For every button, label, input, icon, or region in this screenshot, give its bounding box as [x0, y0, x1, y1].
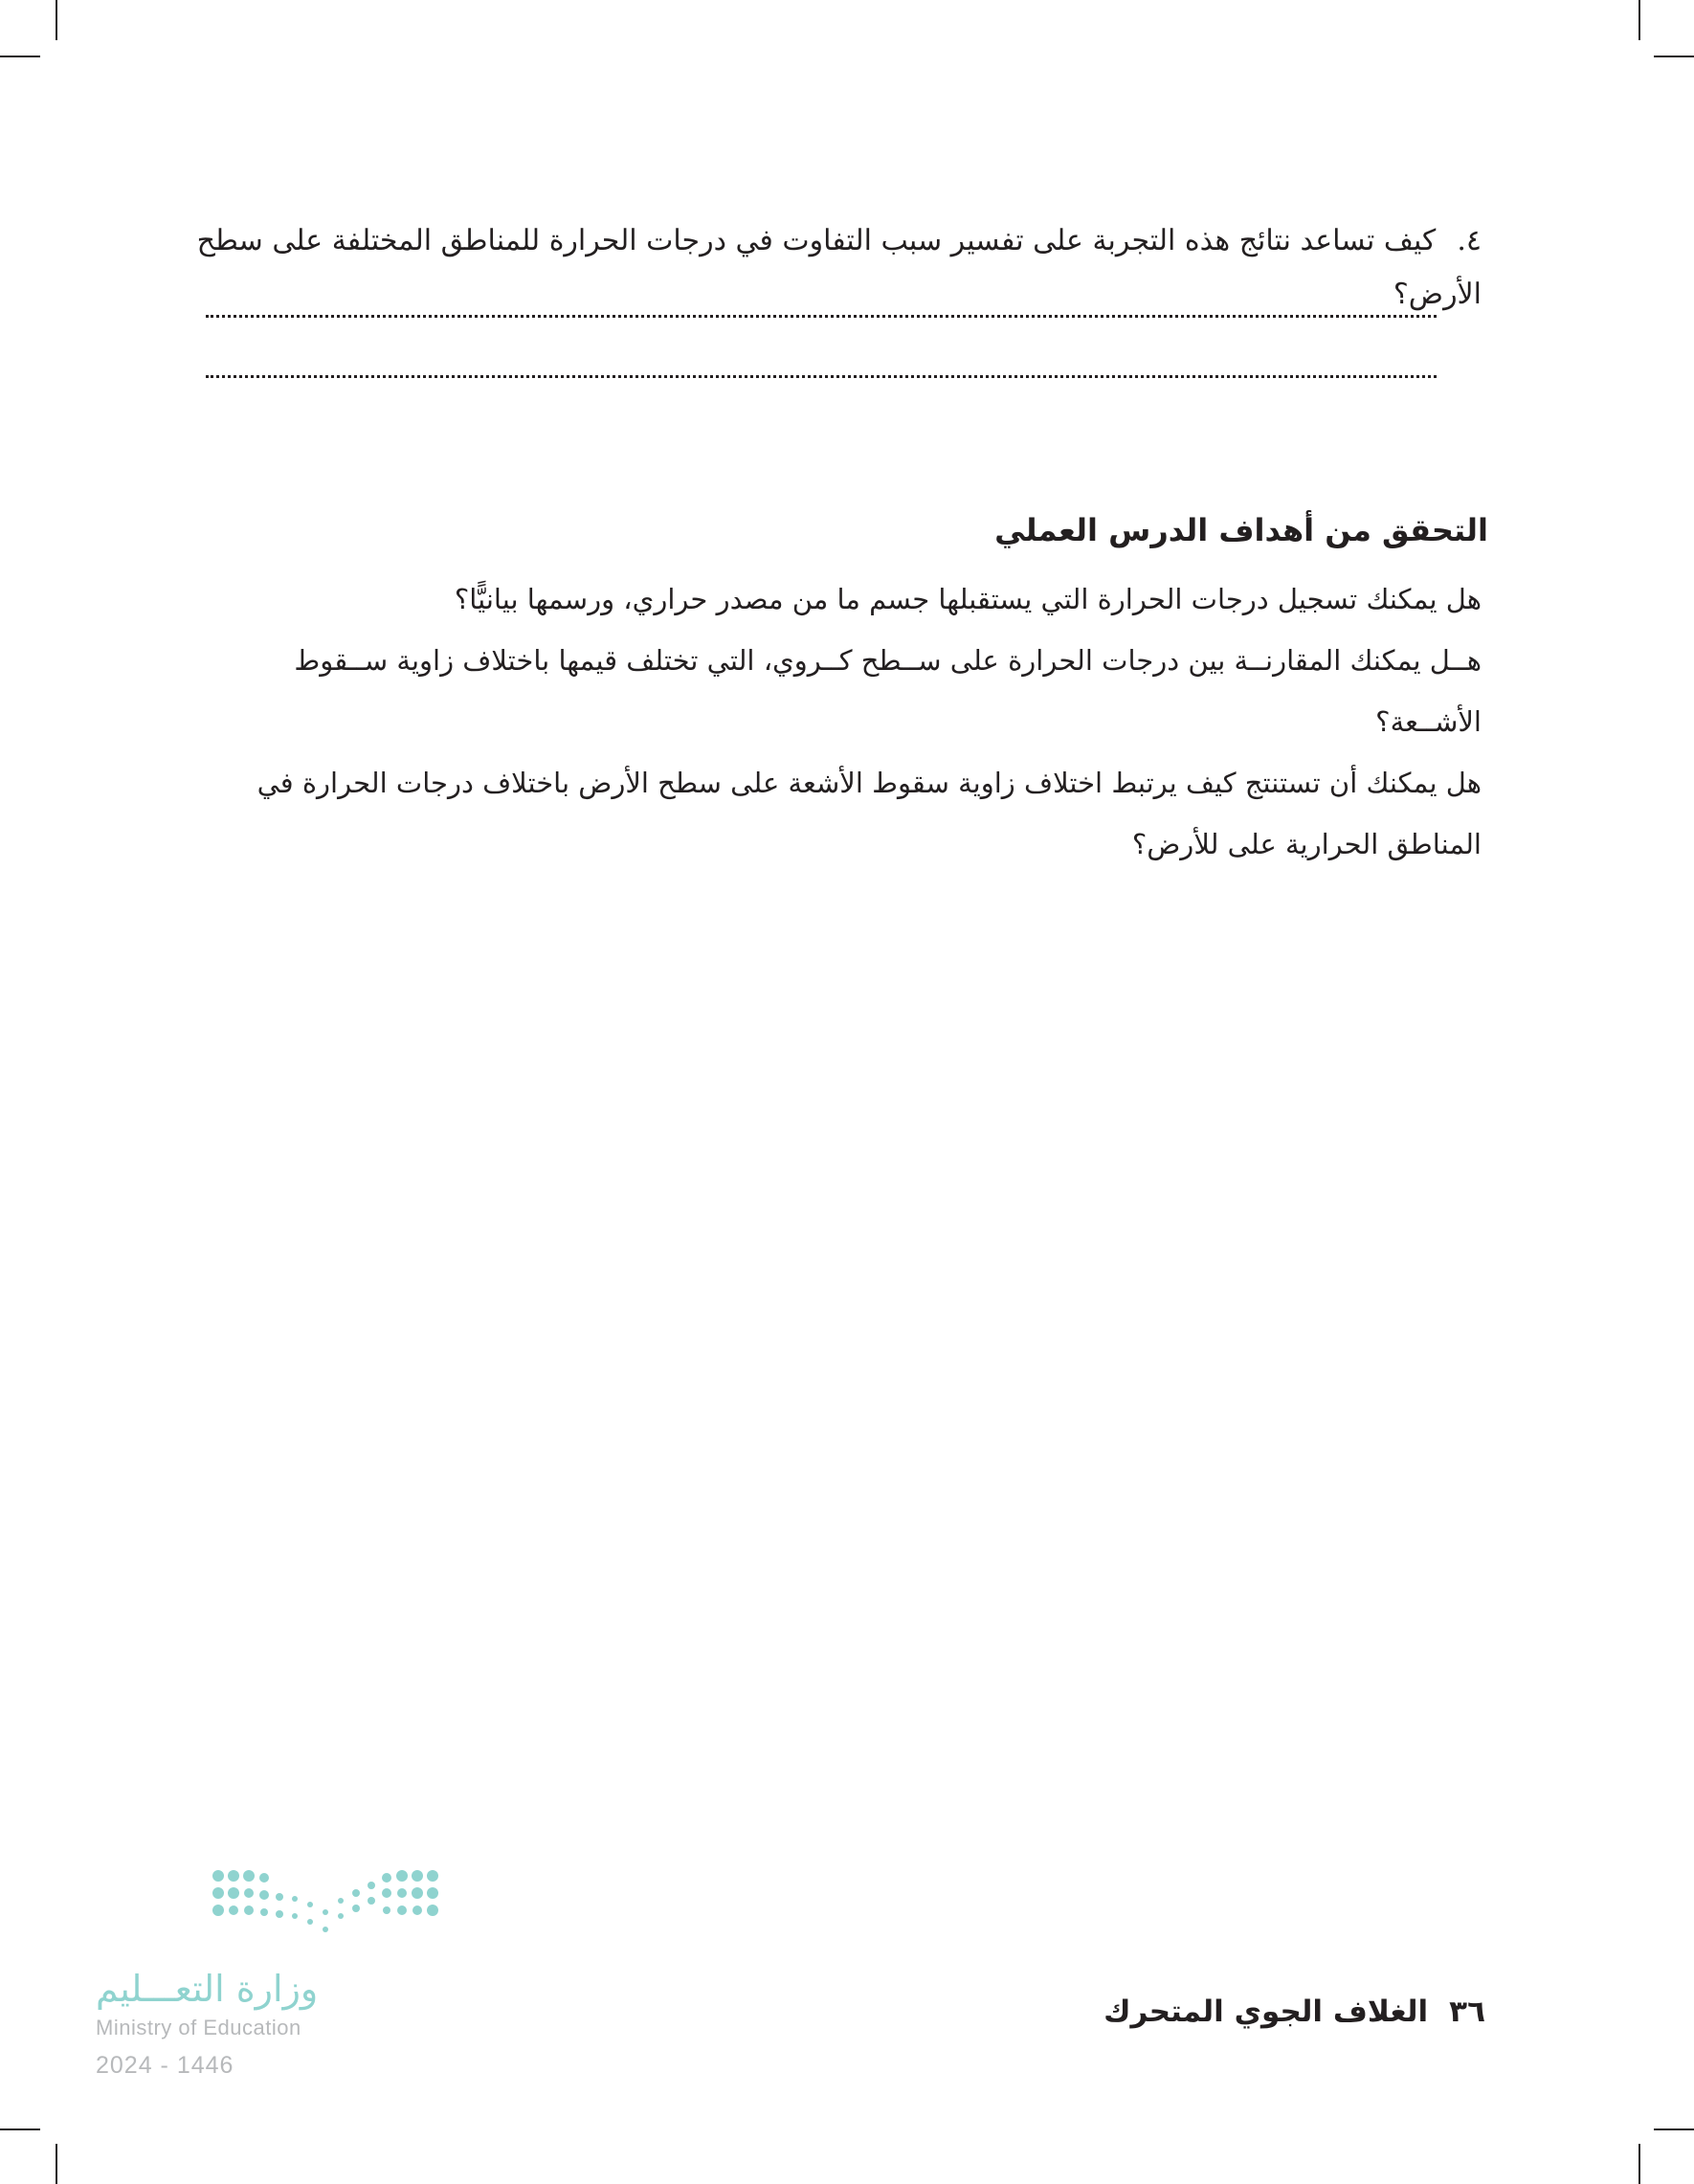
section-heading: التحقق من أهداف الدرس العملي: [994, 512, 1488, 548]
unit-title: الغلاف الجوي المتحرك: [1103, 1995, 1429, 2029]
footer: [1103, 1995, 1485, 2029]
crop-mark-top-left-v: [56, 0, 57, 40]
goals-list: [209, 568, 1482, 875]
answer-line-1[interactable]: [206, 315, 1437, 318]
crop-mark-bottom-right-v: [1638, 2144, 1640, 2184]
crop-mark-bottom-left-v: [56, 2144, 57, 2184]
ministry-logo-english: Ministry of Education: [96, 2016, 301, 2039]
ministry-logo-year: 2024 - 1446: [96, 2052, 234, 2079]
ministry-logo-dots-icon: [209, 1866, 448, 1949]
question-text: كيف تساعد نتائج هذه التجربة على تفسير سبب التفاوت في درجات الحرارة للمناطق المختلفة على سطح الأرض؟: [196, 224, 1482, 311]
crop-mark-top-left-h: [0, 56, 40, 57]
page-number: ٣٦: [1449, 1995, 1485, 2029]
question-4: [142, 214, 1482, 322]
goal-item: هل يمكنك أن تستنتج كيف يرتبط اختلاف زاوية سقوط الأشعة على سطح الأرض باختلاف درجات الحرارة في المناطق الحرارية على للأرض؟: [256, 767, 1482, 860]
crop-mark-bottom-right-h: [1654, 2128, 1694, 2130]
goal-item: هل يمكنك تسجيل درجات الحرارة التي يستقبلها جسم ما من مصدر حراري، ورسمها بيانيًّا؟: [454, 583, 1482, 615]
crop-mark-top-right-v: [1638, 0, 1640, 40]
question-number: ٤.: [1457, 224, 1482, 257]
crop-mark-top-right-h: [1654, 56, 1694, 57]
ministry-logo-arabic: وزارة التعـــليم: [96, 1968, 319, 2010]
crop-mark-bottom-left-h: [0, 2128, 40, 2130]
answer-line-2[interactable]: [206, 375, 1437, 378]
goal-item: هــل يمكنك المقارنــة بين درجات الحرارة على ســطح كــروي، التي تختلف قيمها باختلاف زاوية ســقوط الأشــعة؟: [294, 644, 1482, 738]
